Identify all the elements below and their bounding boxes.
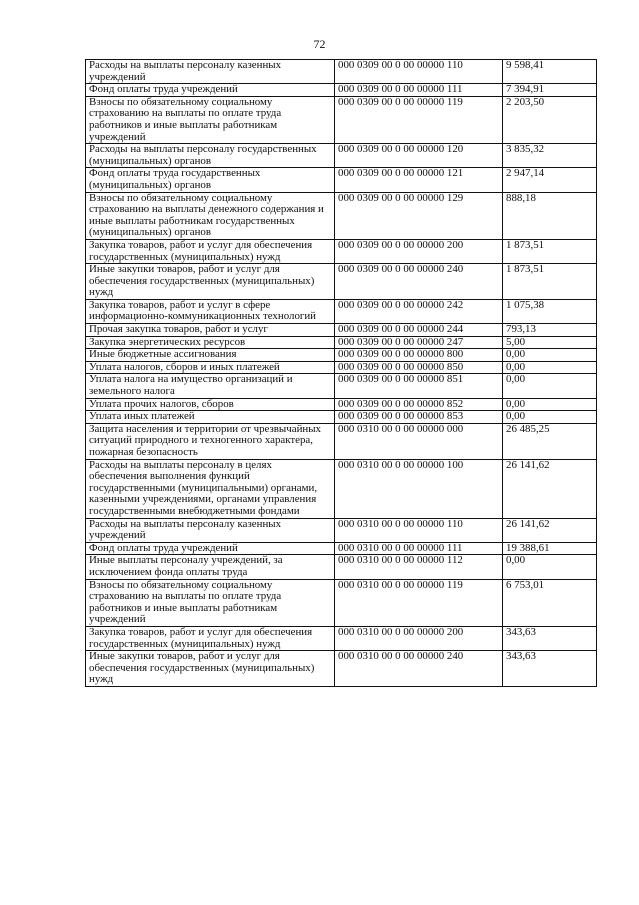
- table-row: [86, 361, 597, 374]
- budget-code-cell: 000 0309 00 0 00 00000 242: [335, 299, 503, 323]
- expense-name-cell: Закупка энергетических ресурсов: [86, 336, 335, 349]
- amount-cell: 26 485,25: [503, 423, 597, 459]
- amount-cell: 9 598,41: [503, 60, 597, 84]
- expense-name-cell: Иные закупки товаров, работ и услуг для обеспечения государственных (муниципальных) нужд: [86, 651, 335, 687]
- amount-cell: 0,00: [503, 374, 597, 398]
- table-row: [86, 264, 597, 300]
- table-row: [86, 349, 597, 362]
- expense-name-cell: Взносы по обязательному социальному страхованию на выплаты по оплате труда работников и иные выплаты работникам учреждений: [86, 579, 335, 626]
- budget-code-cell: 000 0309 00 0 00 00000 850: [335, 361, 503, 374]
- expense-name-cell: Иные бюджетные ассигнования: [86, 349, 335, 362]
- amount-cell: 5,00: [503, 336, 597, 349]
- budget-code-cell: 000 0310 00 0 00 00000 200: [335, 626, 503, 650]
- table-row: [86, 192, 597, 239]
- amount-cell: 1 873,51: [503, 264, 597, 300]
- budget-code-cell: 000 0310 00 0 00 00000 240: [335, 651, 503, 687]
- amount-cell: 1 075,38: [503, 299, 597, 323]
- amount-cell: 343,63: [503, 626, 597, 650]
- budget-code-cell: 000 0309 00 0 00 00000 200: [335, 239, 503, 263]
- table-row: [86, 84, 597, 97]
- amount-cell: 26 141,62: [503, 518, 597, 542]
- budget-code-cell: 000 0310 00 0 00 00000 100: [335, 459, 503, 518]
- budget-table-body: [86, 60, 597, 687]
- amount-cell: 888,18: [503, 192, 597, 239]
- expense-name-cell: Иные закупки товаров, работ и услуг для обеспечения государственных (муниципальных) нужд: [86, 264, 335, 300]
- expense-name-cell: Уплата иных платежей: [86, 411, 335, 424]
- expense-name-cell: Иные выплаты персоналу учреждений, за исключением фонда оплаты труда: [86, 555, 335, 579]
- table-row: [86, 555, 597, 579]
- expense-name-cell: Расходы на выплаты персоналу казенных учреждений: [86, 60, 335, 84]
- amount-cell: 19 388,61: [503, 542, 597, 555]
- amount-cell: 7 394,91: [503, 84, 597, 97]
- expense-name-cell: Закупка товаров, работ и услуг в сфере информационно-коммуникационных технологий: [86, 299, 335, 323]
- budget-code-cell: 000 0309 00 0 00 00000 852: [335, 398, 503, 411]
- budget-code-cell: 000 0310 00 0 00 00000 110: [335, 518, 503, 542]
- budget-code-cell: 000 0309 00 0 00 00000 800: [335, 349, 503, 362]
- expense-name-cell: Уплата налогов, сборов и иных платежей: [86, 361, 335, 374]
- expense-name-cell: Фонд оплаты труда учреждений: [86, 84, 335, 97]
- budget-code-cell: 000 0309 00 0 00 00000 111: [335, 84, 503, 97]
- table-row: [86, 324, 597, 337]
- amount-cell: 3 835,32: [503, 144, 597, 168]
- amount-cell: 2 947,14: [503, 168, 597, 192]
- amount-cell: 1 873,51: [503, 239, 597, 263]
- expense-name-cell: Фонд оплаты труда государственных (муниципальных) органов: [86, 168, 335, 192]
- amount-cell: 0,00: [503, 555, 597, 579]
- expense-name-cell: Расходы на выплаты персоналу государственных (муниципальных) органов: [86, 144, 335, 168]
- table-row: [86, 579, 597, 626]
- table-row: [86, 60, 597, 84]
- budget-code-cell: 000 0309 00 0 00 00000 110: [335, 60, 503, 84]
- table-row: [86, 144, 597, 168]
- amount-cell: 343,63: [503, 651, 597, 687]
- table-row: [86, 374, 597, 398]
- budget-code-cell: 000 0310 00 0 00 00000 111: [335, 542, 503, 555]
- expense-name-cell: Уплата налога на имущество организаций и земельного налога: [86, 374, 335, 398]
- amount-cell: 0,00: [503, 361, 597, 374]
- table-row: [86, 299, 597, 323]
- budget-code-cell: 000 0309 00 0 00 00000 120: [335, 144, 503, 168]
- budget-code-cell: 000 0309 00 0 00 00000 129: [335, 192, 503, 239]
- budget-code-cell: 000 0310 00 0 00 00000 112: [335, 555, 503, 579]
- table-row: [86, 518, 597, 542]
- budget-table: [85, 59, 597, 687]
- amount-cell: 0,00: [503, 411, 597, 424]
- expense-name-cell: Уплата прочих налогов, сборов: [86, 398, 335, 411]
- page-number: 72: [313, 37, 326, 51]
- amount-cell: 2 203,50: [503, 96, 597, 143]
- table-row: [86, 651, 597, 687]
- amount-cell: 0,00: [503, 398, 597, 411]
- expense-name-cell: Закупка товаров, работ и услуг для обеспечения государственных (муниципальных) нужд: [86, 626, 335, 650]
- expense-name-cell: Прочая закупка товаров, работ и услуг: [86, 324, 335, 337]
- table-row: [86, 423, 597, 459]
- table-row: [86, 626, 597, 650]
- table-row: [86, 96, 597, 143]
- expense-name-cell: Защита населения и территории от чрезвычайных ситуаций природного и техногенного характера, пожарная безопасность: [86, 423, 335, 459]
- budget-code-cell: 000 0309 00 0 00 00000 121: [335, 168, 503, 192]
- budget-code-cell: 000 0309 00 0 00 00000 240: [335, 264, 503, 300]
- budget-code-cell: 000 0310 00 0 00 00000 119: [335, 579, 503, 626]
- budget-code-cell: 000 0309 00 0 00 00000 119: [335, 96, 503, 143]
- table-row: [86, 336, 597, 349]
- amount-cell: 26 141,62: [503, 459, 597, 518]
- table-row: [86, 542, 597, 555]
- budget-code-cell: 000 0309 00 0 00 00000 244: [335, 324, 503, 337]
- amount-cell: 793,13: [503, 324, 597, 337]
- budget-code-cell: 000 0309 00 0 00 00000 853: [335, 411, 503, 424]
- budget-code-cell: 000 0309 00 0 00 00000 247: [335, 336, 503, 349]
- table-row: [86, 168, 597, 192]
- amount-cell: 0,00: [503, 349, 597, 362]
- budget-code-cell: 000 0309 00 0 00 00000 851: [335, 374, 503, 398]
- budget-code-cell: 000 0310 00 0 00 00000 000: [335, 423, 503, 459]
- expense-name-cell: Расходы на выплаты персоналу в целях обеспечения выполнения функций государственными (муниципальными) органами, казенными учреждениями, органами управления государственными внебюджетными фондами: [86, 459, 335, 518]
- amount-cell: 6 753,01: [503, 579, 597, 626]
- expense-name-cell: Закупка товаров, работ и услуг для обеспечения государственных (муниципальных) нужд: [86, 239, 335, 263]
- table-row: [86, 411, 597, 424]
- expense-name-cell: Взносы по обязательному социальному страхованию на выплаты по оплате труда работников и иные выплаты работникам учреждений: [86, 96, 335, 143]
- expense-name-cell: Расходы на выплаты персоналу казенных учреждений: [86, 518, 335, 542]
- expense-name-cell: Взносы по обязательному социальному страхованию на выплаты денежного содержания и иные выплаты работникам государственных (муниципальных) органов: [86, 192, 335, 239]
- table-row: [86, 239, 597, 263]
- table-row: [86, 398, 597, 411]
- table-row: [86, 459, 597, 518]
- expense-name-cell: Фонд оплаты труда учреждений: [86, 542, 335, 555]
